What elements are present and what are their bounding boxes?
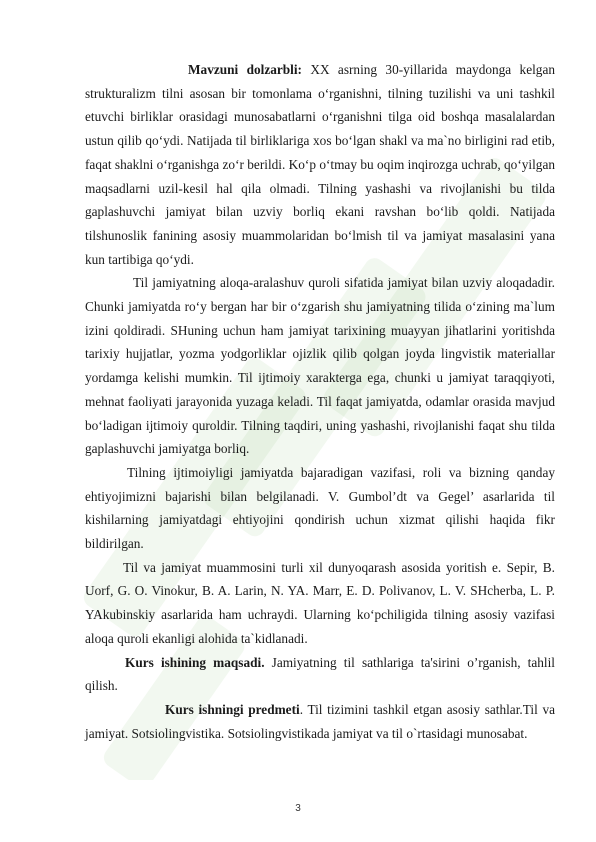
paragraph-social-function: [85, 461, 555, 556]
paragraph-goal: [85, 651, 555, 698]
paragraph-text: Til va jamiyat muammosini turli xil dunyoqarash asosida yoritish e. Sepir, B. Uorf, G. O. Vinokur, B. A. Larin, N. YA. Marr, E. D. Polivanov, L. V. SHcherba, L. P. YAkubinskiy asarlarida ham uchraydi. Ularning ko‘pchiligida tilning asosiy vazifasi aloqa quroli ekanligi alohida ta`kidlanadi.: [85, 559, 555, 646]
paragraph-text: XX asrning 30-yillarida maydonga kelgan strukturalizm tilni asosan bir tomonlama o‘rganishni, tilning tuzilishi va uni tashkil etuvchi birliklar orasidagi munosabatlarni o‘rganishni tilga oid boshqa masalalardan ustun qilib qo‘ydi. Natijada til birliklariga xos bo‘lgan shakl va ma`no birligini rad etib, faqat shaklni o‘rganishga zo‘r berildi. Ko‘p o‘tmay bu oqim inqirozga uchrab, qo‘yilgan maqsadlarni uzil-kesil hal qila olmadi. Tilning yashashi va rivojlanishi bu tilda gaplashuvchi jamiyat bilan uzviy borliq ekani ravshan bo‘lib qoldi. Natijada tilshunoslik fanining asosiy muammolaridan bo‘lmish til va jamiyat masalasini yana kun tartibiga qo‘ydi.: [85, 62, 555, 267]
paragraph-text: Til jamiyatning aloqa-aralashuv quroli sifatida jamiyat bilan uzviy aloqadadir. Chunki jamiyatda ro‘y bergan har bir o‘zgarish shu jamiyatning tilida o‘zining ma`lum izini qoldiradi. SHuning uchun ham jamiyat tarixining muayyan jihatlarini yoritishda tarixiy hujjatlar, yozma yodgorliklar ojizlik qilib qolgan joyda lingvistik materiallar yordamga kelishi mumkin. Til ijtimoiy xarakterga ega, chunki u jamiyat taraqqiyoti, mehnat faoliyati jarayonida yuzaga keladi. Til faqat jamiyatda, odamlar orasida mavjud bo‘ladigan ijtimoiy quroldir. Tilning taqdiri, uning yashashi, rivojlanishi faqat shu tilda gaplashuvchi jamiyatga borliq.: [85, 275, 555, 457]
heading-goal: Kurs ishining maqsadi.: [125, 654, 265, 670]
paragraph-subject: [85, 698, 555, 745]
paragraph-scholars: [85, 556, 555, 651]
paragraph-relevance: [85, 58, 555, 271]
paragraph-language-society: [85, 271, 555, 461]
paragraph-text: . Til tizimini tashkil etgan asosiy sathlar.Til va jamiyat. Sotsiolingvistika. Sotsiolingvistikada jamiyat va til o`rtasidagi munosabat.: [85, 701, 555, 741]
heading-relevance: Mavzuni dolzarbli:: [188, 62, 302, 77]
heading-subject: Kurs ishningi predmeti: [165, 701, 300, 717]
paragraph-text: Tilning ijtimoiyligi jamiyatda bajaradigan vazifasi, roli va bizning qanday ehtiyojimizni bajarishi bilan belgilanadi. V. Gumbol’dt va Gegel’ asarlarida til kishilarning jamiyatdagi ehtiyojini qondirish uchun xizmat qilishi haqida fikr bildirilgan.: [85, 464, 555, 552]
page-number: 3: [295, 803, 301, 814]
document-body: [85, 58, 555, 745]
paragraph-text: Jamiyatning til sathlariga ta'sirini o’rganish, tahlil qilish.: [85, 654, 555, 694]
